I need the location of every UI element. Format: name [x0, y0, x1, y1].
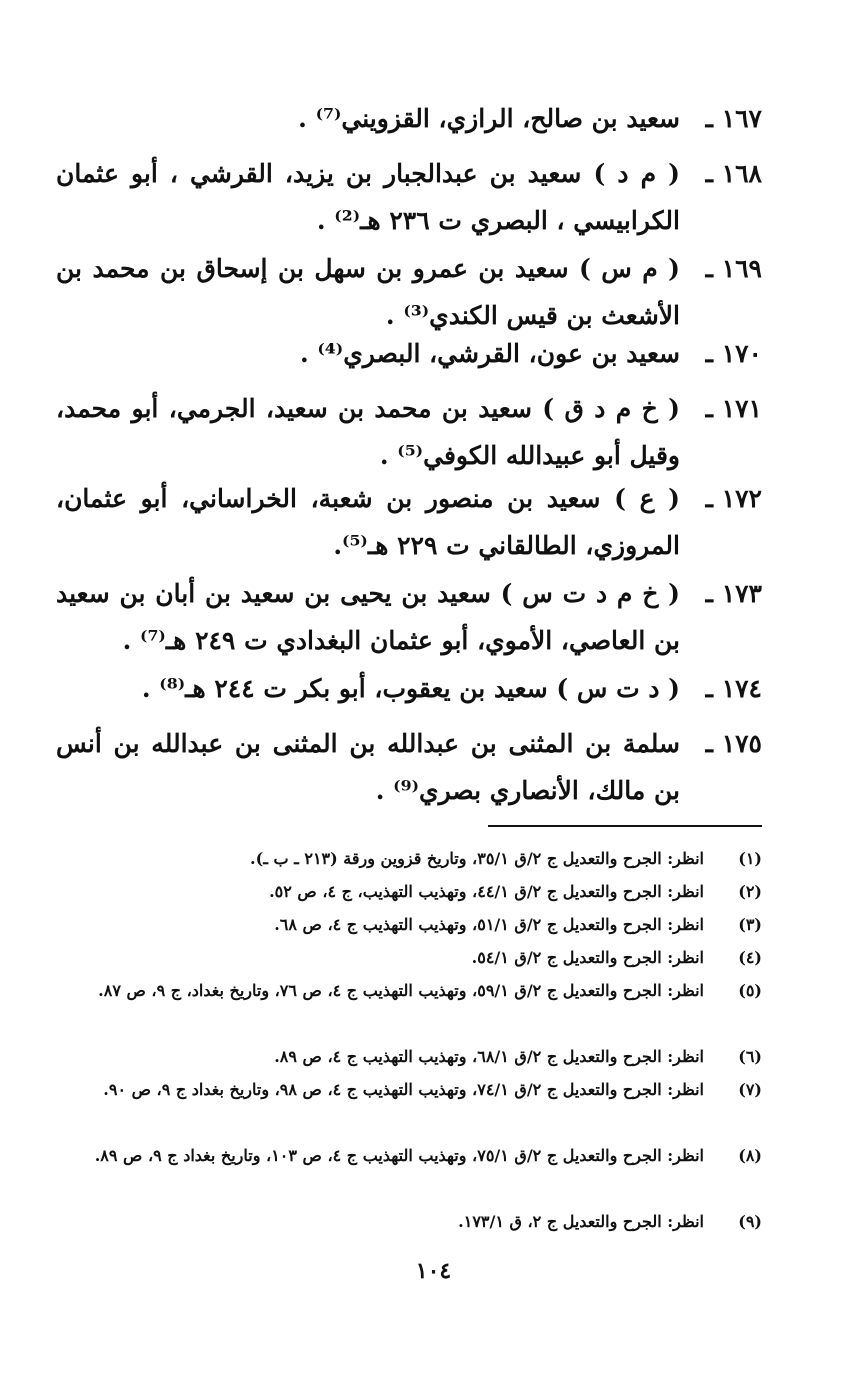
footnote-8: [56, 1139, 762, 1172]
entry-number: ١٧٣ ـ: [705, 579, 762, 608]
entry-number: ١٦٨ ـ: [705, 159, 762, 188]
entry-number: ١٧٤ ـ: [705, 674, 762, 703]
footnote-2: [56, 875, 762, 908]
entry-169: [56, 245, 762, 339]
footnote-number: (٨): [738, 1146, 762, 1165]
footnote-text: انظر: الجرح والتعديل ج ٢/ق ٤٤/١، وتهذيب التهذيب، ج ٤، ص ٥٢.: [269, 882, 704, 901]
entry-text: ( ع ) سعيد بن منصور بن شعبة، الخراساني، أبو عثمان، المروزي، الطالقاني ت ٢٢٩ هـ⁽⁵⁾.: [56, 484, 680, 560]
entry-174: [56, 665, 762, 712]
footnote-1: [56, 842, 762, 875]
entry-text: سلمة بن المثنى بن عبدالله بن المثنى بن عبدالله بن أنس بن مالك، الأنصاري بصري⁽⁹⁾ .: [56, 729, 680, 805]
entry-172: [56, 475, 762, 569]
footnote-6: [56, 1040, 762, 1073]
footnote-text: انظر: الجرح والتعديل ج ٢/ق ٣٥/١، وتاريخ قزوين ورقة (٢١٣ ـ ب ـ).: [250, 849, 704, 868]
footnote-number: (٣): [738, 915, 762, 934]
entry-number: ١٦٩ ـ: [705, 254, 762, 283]
entry-number: ١٧١ ـ: [705, 394, 762, 423]
entry-170: [56, 330, 762, 377]
entry-text: ( خ م د ت س ) سعيد بن يحيى بن سعيد بن أبان بن سعيد بن العاصي، الأموي، أبو عثمان البغدادي ت ٢٤٩ هـ⁽⁷⁾ .: [56, 579, 680, 655]
entry-168: [56, 150, 762, 244]
footnote-number: (٦): [738, 1047, 762, 1066]
footnote-separator: [488, 825, 762, 827]
footnote-4: [56, 941, 762, 974]
footnote-text: انظر: الجرح والتعديل ج ٢/ق ٥٩/١، وتهذيب التهذيب ج ٤، ص ٧٦، وتاريخ بغداد، ج ٩، ص ٨٧.: [98, 981, 704, 1000]
footnote-text: انظر: الجرح والتعديل ج ٢/ق ٧٥/١، وتهذيب التهذيب ج ٤، ص ١٠٣، وتاريخ بغداد ج ٩، ص ٨٩.: [94, 1146, 704, 1165]
entry-number: ١٧٢ ـ: [705, 484, 762, 513]
footnote-5: [56, 974, 762, 1007]
page-number: ١٠٤: [415, 1258, 452, 1284]
footnote-number: (٢): [738, 882, 762, 901]
entry-171: [56, 385, 762, 479]
footnote-text: انظر: الجرح والتعديل ج ٢/ق ٥١/١، وتهذيب التهذيب ج ٤، ص ٦٨.: [274, 915, 704, 934]
entry-173: [56, 570, 762, 664]
entry-text: ( د ت س ) سعيد بن يعقوب، أبو بكر ت ٢٤٤ هـ⁽⁸⁾ .: [141, 674, 680, 703]
footnote-text: انظر: الجرح والتعديل ج ٢، ق ١٧٣/١.: [458, 1212, 704, 1231]
footnote-3: [56, 908, 762, 941]
footnote-number: (١): [738, 849, 762, 868]
footnote-text: انظر: الجرح والتعديل ج ٢/ق ٥٤/١.: [471, 948, 704, 967]
footnote-7: [56, 1073, 762, 1106]
footnote-9: [56, 1205, 762, 1238]
footnote-number: (٤): [738, 948, 762, 967]
entry-text: ( م س ) سعيد بن عمرو بن سهل بن إسحاق بن محمد بن الأشعث بن قيس الكندي⁽³⁾ .: [56, 254, 680, 330]
entry-167: [56, 95, 762, 142]
entry-175: [56, 720, 762, 814]
entry-text: ( خ م د ق ) سعيد بن محمد بن سعيد، الجرمي، أبو محمد، وقيل أبو عبيدالله الكوفي⁽⁵⁾ .: [56, 394, 680, 470]
footnote-number: (٧): [738, 1080, 762, 1099]
footnote-number: (٩): [738, 1212, 762, 1231]
footnote-text: انظر: الجرح والتعديل ج ٢/ق ٧٤/١، وتهذيب التهذيب ج ٤، ص ٩٨، وتاريخ بغداد ج ٩، ص ٩٠.: [103, 1080, 704, 1099]
entry-text: ( م د ) سعيد بن عبدالجبار بن يزيد، القرشي ، أبو عثمان الكرابيسي ، البصري ت ٢٣٦ هـ⁽²⁾ .: [56, 159, 680, 235]
footnote-text: انظر: الجرح والتعديل ج ٢/ق ٦٨/١، وتهذيب التهذيب ج ٤، ص ٨٩.: [274, 1047, 704, 1066]
entry-text: سعيد بن عون، القرشي، البصري⁽⁴⁾ .: [299, 339, 680, 368]
entry-number: ١٧٥ ـ: [705, 729, 762, 758]
entry-number: ١٧٠ ـ: [705, 339, 762, 368]
footnote-number: (٥): [738, 981, 762, 1000]
entry-number: ١٦٧ ـ: [705, 104, 762, 133]
entry-text: سعيد بن صالح، الرازي، القزويني⁽⁷⁾ .: [298, 104, 680, 133]
